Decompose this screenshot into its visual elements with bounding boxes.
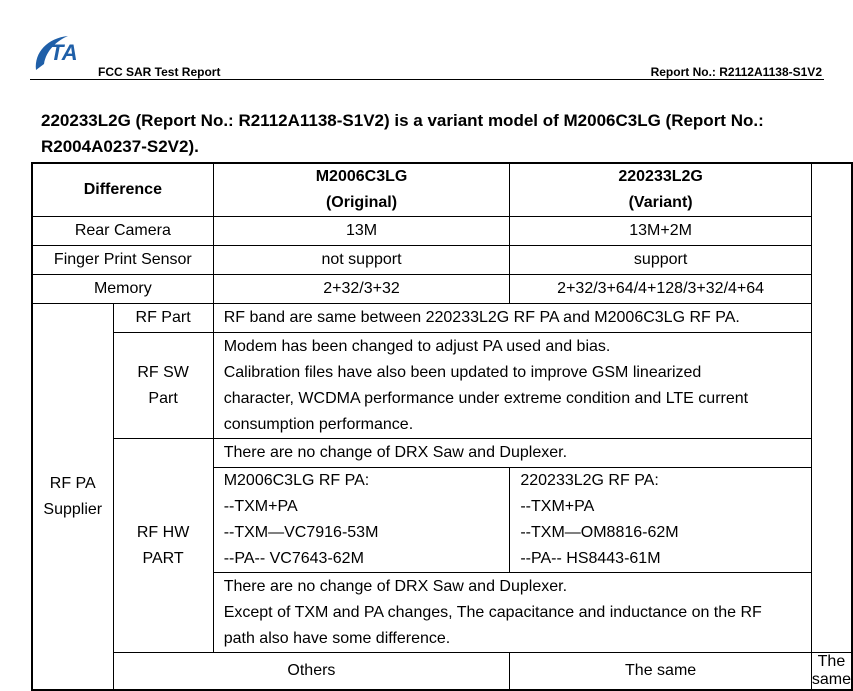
variant-pa-line: 220233L2G RF PA: — [520, 472, 659, 489]
company-logo — [30, 30, 86, 78]
rf-sw-line: Modem has been changed to adjust PA used and bias. — [223, 337, 611, 355]
rf-sw-row — [32, 333, 852, 439]
original-model: M2006C3LG — [315, 168, 408, 185]
original-pa-line: --TXM+PA — [223, 498, 298, 515]
rf-pa-label-line: RF PA — [49, 474, 96, 492]
rf-pa-supplier-label — [32, 304, 113, 691]
header-divider — [30, 79, 824, 80]
original-pa-line: M2006C3LG RF PA: — [223, 472, 370, 489]
table-row — [32, 275, 852, 304]
row-label: Others — [113, 653, 510, 691]
variant-header — [510, 163, 812, 217]
variant-pa-list — [510, 468, 812, 573]
rf-sw-label — [113, 333, 213, 439]
rf-hw-bottom-line: path also have some difference. — [223, 629, 451, 647]
variant-tag: (Variant) — [628, 194, 693, 211]
rf-hw-bottom-text — [213, 573, 811, 653]
rf-hw-top-text: There are no change of DRX Saw and Duplexer. — [213, 439, 811, 468]
svg-text:TA: TA — [50, 40, 78, 65]
original-header — [213, 163, 510, 217]
original-value: 13M — [213, 217, 510, 246]
variant-pa-line: --TXM+PA — [520, 498, 595, 515]
variant-value: 2+32/3+64/4+128/3+32/4+64 — [510, 275, 812, 304]
variant-value: The same — [811, 653, 851, 688]
intro-paragraph: 220233L2G (Report No.: R2112A1138-S1V2) is a variant model of M2006C3LG (Report No.: R2004A0237-S2V2). — [41, 111, 764, 156]
row-label: Memory — [32, 275, 213, 304]
rf-sw-label-line: Part — [148, 389, 178, 407]
rf-sw-label-line: RF SW — [137, 363, 189, 381]
original-pa-list — [213, 468, 510, 573]
rf-sw-line: consumption performance. — [223, 415, 414, 433]
table-row — [32, 246, 852, 275]
row-label: Rear Camera — [32, 217, 213, 246]
variant-value: 13M+2M — [510, 217, 812, 246]
row-label: Finger Print Sensor — [32, 246, 213, 275]
others-row — [32, 653, 852, 691]
rf-hw-top-row — [32, 439, 852, 468]
report-number: Report No.: R2112A1138-S1V2 — [650, 65, 822, 79]
original-value: 2+32/3+32 — [213, 275, 510, 304]
original-tag: (Original) — [325, 194, 398, 211]
rf-hw-label-line: RF HW — [136, 523, 190, 541]
variant-value: support — [510, 246, 812, 275]
rf-pa-label-line: Supplier — [43, 500, 103, 518]
difference-header: Difference — [32, 163, 213, 217]
variant-pa-line: --TXM—OM8816-62M — [520, 524, 679, 541]
original-pa-line: --PA-- VC7643-62M — [223, 550, 364, 567]
table-header-row — [32, 163, 852, 217]
rf-hw-bottom-line: Except of TXM and PA changes, The capacitance and inductance on the RF — [223, 603, 762, 621]
variant-pa-line: --PA-- HS8443-61M — [520, 550, 661, 567]
page-header — [30, 30, 824, 82]
variant-model: 220233L2G — [618, 168, 703, 185]
rf-part-row — [32, 304, 852, 333]
table-row — [32, 217, 852, 246]
rf-hw-label-line: PART — [142, 549, 184, 567]
rf-hw-bottom-line: There are no change of DRX Saw and Duplexer. — [223, 577, 568, 595]
report-title: FCC SAR Test Report — [98, 65, 221, 79]
rf-part-label: RF Part — [113, 304, 213, 333]
rf-sw-line: character, WCDMA performance under extreme condition and LTE current — [223, 389, 749, 407]
original-pa-line: --TXM—VC7916-53M — [223, 524, 379, 541]
difference-table — [31, 162, 853, 691]
original-value: The same — [510, 653, 812, 691]
rf-hw-label — [113, 439, 213, 653]
original-value: not support — [213, 246, 510, 275]
rf-sw-line: Calibration files have also been updated to improve GSM linearized — [223, 363, 702, 381]
rf-part-text: RF band are same between 220233L2G RF PA and M2006C3LG RF PA. — [213, 304, 811, 333]
rf-sw-text — [213, 333, 811, 439]
